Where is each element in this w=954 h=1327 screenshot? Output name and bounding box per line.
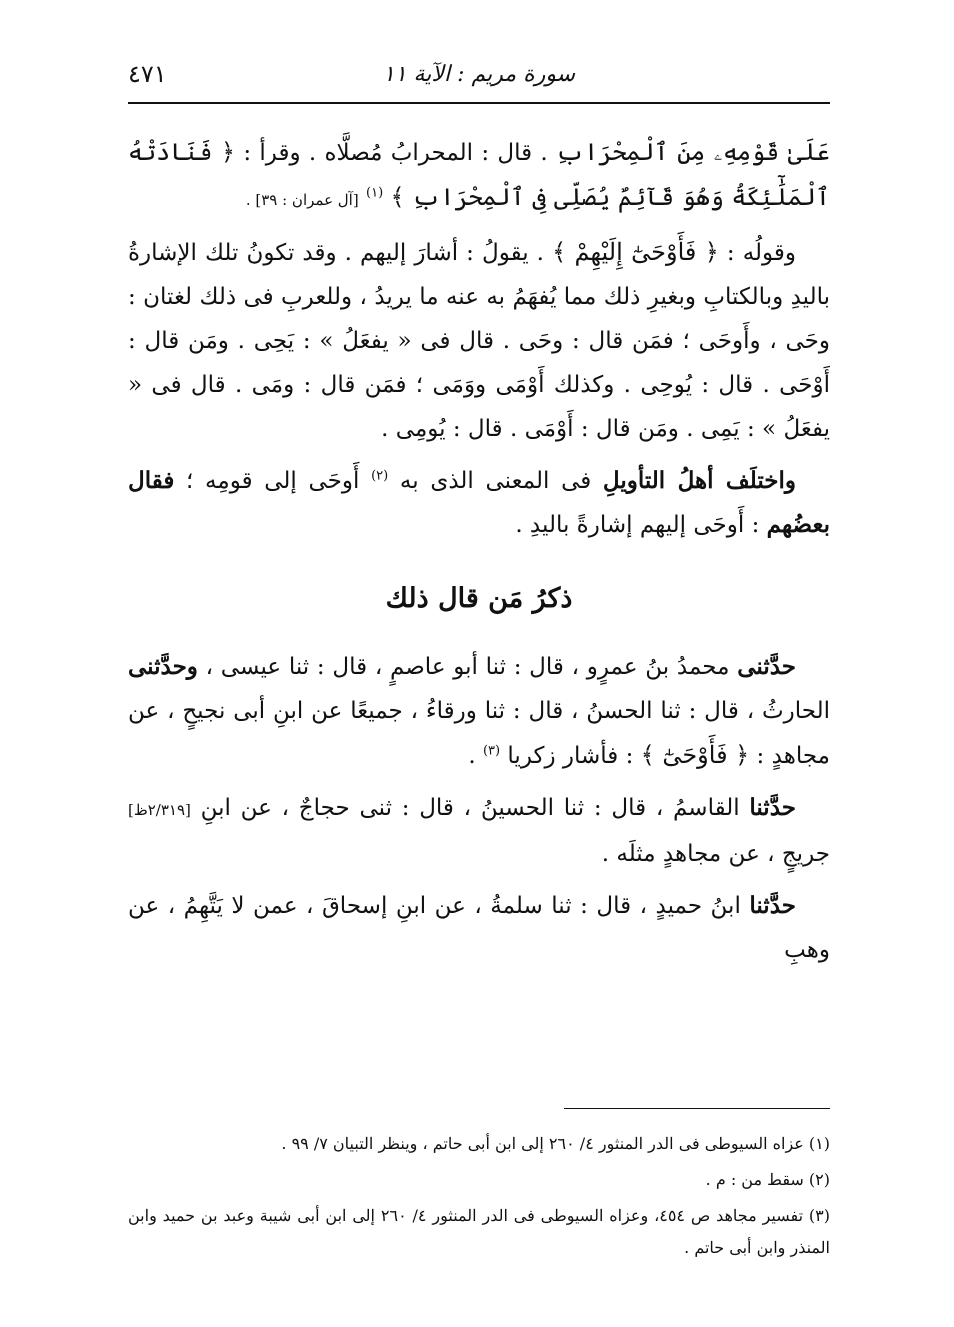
text: فى المعنى الذى به: [399, 468, 592, 494]
quran-verse: عَلَىٰ قَوْمِهِۦ مِنَ ٱلْمِحْرَابِ: [555, 138, 830, 166]
footnote-1: (١) عزاه السيوطى فى الدر المنثور ٤/ ٢٦٠ إلى ابن أبى حاتم ، وينظر التبيان ٧/ ٩٩ .: [281, 1134, 830, 1153]
page-header: [128, 58, 830, 94]
quran-verse: ﴿ فَنَادَتْهُ ٱلْمَلَٰٓئِكَةُ وَهُوَ قَآئِمٌ يُصَلِّى فِى ٱلْمِحْرَابِ ﴾: [128, 138, 830, 211]
paragraph-5: [128, 786, 830, 876]
page-number: ٤٧١: [128, 60, 167, 88]
text: : فأشار زكريا: [507, 743, 634, 769]
text: القاسمُ ، قال : ثنا الحسينُ ، قال : ثنى حجاجٌ ، عن ابنِ: [190, 795, 740, 821]
text: محمدُ بنُ عمرٍو ، قال : ثنا أبو عاصمٍ ، قال : ثنا عيسى ،: [197, 654, 730, 680]
paragraph-2: [128, 230, 830, 451]
text: أَوحَى إلى قومِه ؛: [174, 468, 360, 494]
paragraph-3: [128, 459, 830, 547]
footnote-2: (٢) سقط من : م .: [705, 1170, 830, 1189]
section-heading: ذكرُ مَن قال ذلك: [385, 583, 573, 614]
footnote-ref: (٢): [371, 468, 389, 484]
quran-verse: ﴿ فَأَوْحَىٰٓ إِلَيْهِمْ ﴾: [552, 238, 719, 266]
paragraph-4: [128, 645, 830, 778]
footnotes: [128, 1128, 830, 1268]
footnote-ref: (٣): [482, 743, 501, 759]
footnote-3: (٣) تفسير مجاهد ص ٤٥٤، وعزاه السيوطى فى الدر المنثور ٤/ ٢٦٠ إلى ابن أبى شيبة وعبد بن حميد وابن المنذر وابن أبى حاتم .: [128, 1206, 831, 1257]
text: : أَوحَى إليهم إشارةً باليدِ .: [515, 512, 760, 538]
text: جريجٍ ، عن مجاهدٍ مثلَه .: [601, 841, 830, 867]
running-title: سورة مريم : الآية ١١: [382, 62, 576, 87]
quran-verse: ﴿ فَأَوْحَىٰٓ ﴾: [640, 741, 750, 769]
bold-phrase: فقال بعضُهم: [128, 467, 830, 538]
manuscript-reference: [٢/٣١٩ظ]: [128, 801, 191, 819]
text: الحارثُ ، قال : ثنا الحسنُ ، قال : ثنا ورقاءُ ، جميعًا عن ابنِ أبى نجيحٍ ، عن مجاهدٍ :: [128, 698, 830, 769]
text: وقولُه :: [718, 240, 797, 266]
text: . قال : المحرابُ مُصلَّاه . وقرأ :: [235, 140, 548, 166]
bold-phrase: حدَّثنى: [737, 653, 797, 680]
main-text: [128, 130, 830, 980]
footnote-divider: [564, 1108, 830, 1109]
bold-phrase: وحدَّثنى: [128, 653, 198, 680]
paragraph-6: [128, 884, 830, 972]
text: ابنُ حميدٍ ، قال : ثنا سلمةُ ، عن ابنِ إسحاقَ ، عمن لا يَتَّهِمُ ، عن وهبِ: [128, 893, 830, 963]
verse-reference: [آل عمران : ٣٩] .: [245, 191, 359, 209]
header-divider: [128, 102, 830, 104]
text: .: [468, 743, 476, 769]
bold-phrase: حدَّثنا: [749, 892, 796, 919]
bold-phrase: حدَّثنا: [749, 794, 796, 821]
bold-phrase: واختلَف أهلُ التأويلِ: [602, 467, 796, 494]
footnote-ref: (١): [366, 185, 384, 201]
paragraph-1: [128, 130, 830, 222]
text: . يقولُ : أشارَ إليهم . وقد تكونُ تلك الإشارةُ باليدِ وبالكتابِ وبغيرِ ذلك مما يُفهَمُ به عنه ما يريدُ ، وللعربِ فى ذلك لغتان : وحَى ، وأَوحَى ؛ فمَن قال : وحَى . قال فى « يفعَلُ » : يَحِى . ومَن قال : أَوْحَى . قال : يُوحِى . وكذلك أَوْمَى ووَمَى ؛ فمَن قال : ومَى . قال فى « يفعَلُ » : يَمِى . ومَن قال : أَوْمَى . قال : يُومِى .: [128, 240, 830, 442]
